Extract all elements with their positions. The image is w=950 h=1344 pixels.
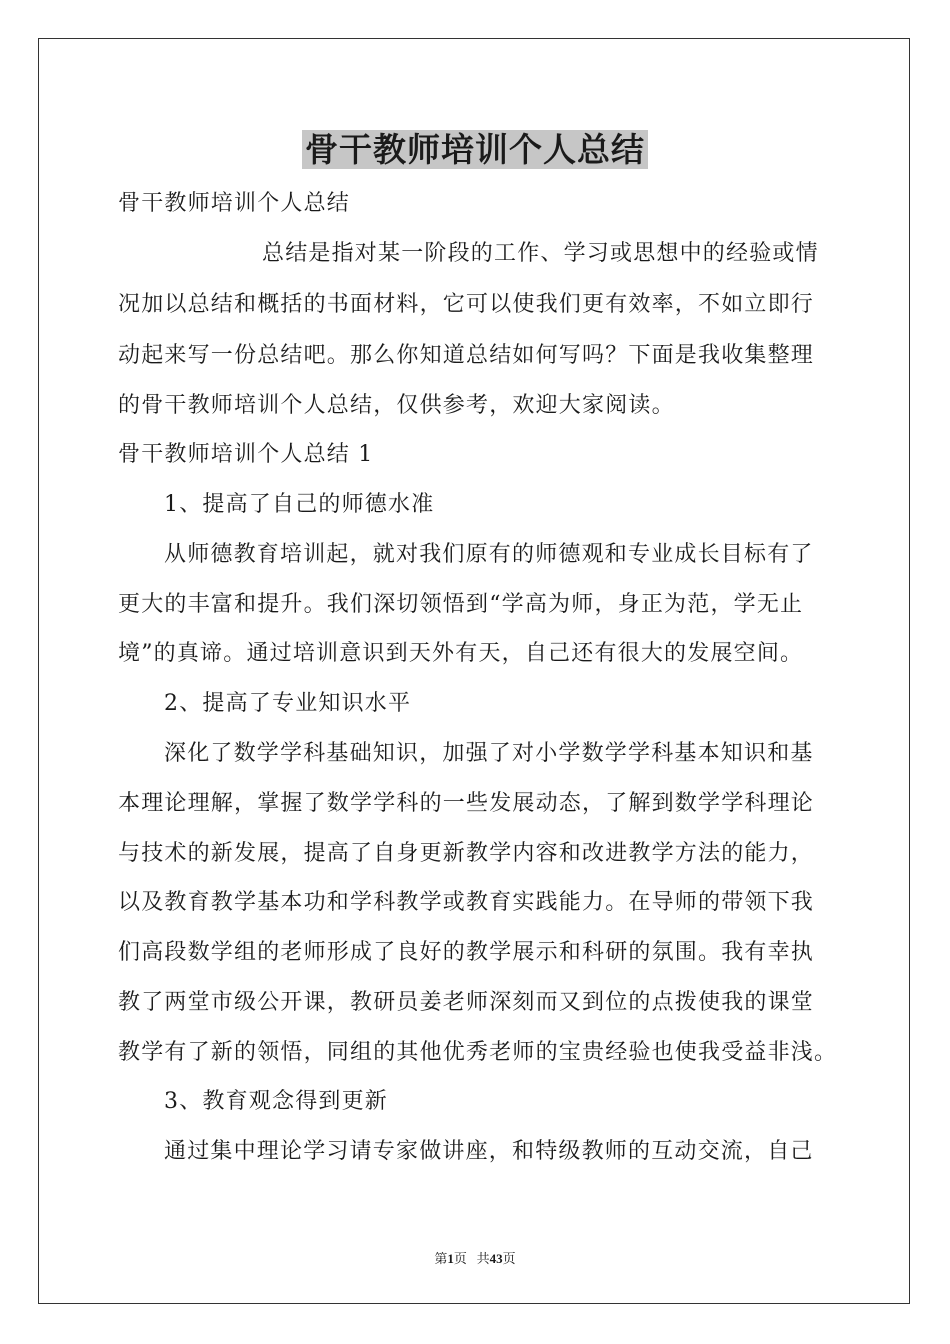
paragraph-line: 教了两堂市级公开课，教研员姜老师深刻而又到位的点拨使我的课堂: [118, 990, 815, 1015]
footer-suffix: 页: [502, 1251, 516, 1266]
subsection-heading: 3、教育观念得到更新: [164, 1089, 388, 1114]
paragraph-line: 的骨干教师培训个人总结，仅供参考，欢迎大家阅读。: [118, 393, 675, 418]
paragraph-line: 深化了数学学科基础知识，加强了对小学数学学科基本知识和基: [164, 741, 814, 766]
paragraph-line: 与技术的新发展，提高了自身更新教学内容和改进教学方法的能力，: [118, 841, 815, 866]
subtitle-line: 骨干教师培训个人总结: [118, 191, 351, 216]
paragraph-line: 以及教育教学基本功和学科教学或教育实践能力。在导师的带领下我: [118, 890, 815, 915]
paragraph-line: 本理论理解，掌握了数学学科的一些发展动态，了解到数学学科理论: [118, 791, 815, 816]
paragraph-line: 通过集中理论学习请专家做讲座，和特级教师的互动交流，自己: [164, 1139, 814, 1164]
document-title-wrap: [0, 124, 950, 171]
paragraph-line: 们高段数学组的老师形成了良好的教学展示和科研的氛围。我有幸执: [118, 940, 815, 965]
footer-prefix: 第: [434, 1251, 448, 1266]
total-page-count: 43: [489, 1251, 503, 1266]
current-page-number: 1: [447, 1251, 454, 1266]
paragraph-line: 动起来写一份总结吧。那么你知道总结如何写吗？下面是我收集整理: [118, 343, 815, 368]
paragraph-line: 况加以总结和概括的书面材料，它可以使我们更有效率，不如立即行: [118, 292, 815, 317]
section-heading: 骨干教师培训个人总结 1: [118, 442, 374, 467]
paragraph-line: 境”的真谛。通过培训意识到天外有天，自己还有很大的发展空间。: [118, 641, 804, 666]
paragraph-line: 总结是指对某一阶段的工作、学习或思想中的经验或情: [262, 241, 819, 266]
paragraph-line: 从师德教育培训起，就对我们原有的师德观和专业成长目标有了: [164, 542, 814, 567]
paragraph-line: 教学有了新的领悟，同组的其他优秀老师的宝贵经验也使我受益非浅。: [118, 1040, 838, 1065]
page-footer: [0, 1248, 950, 1267]
subsection-heading: 2、提高了专业知识水平: [164, 691, 412, 716]
document-title: 骨干教师培训个人总结: [302, 130, 648, 169]
subsection-heading: 1、提高了自己的师德水准: [164, 492, 435, 517]
footer-mid: 页 共: [453, 1251, 490, 1266]
paragraph-line: 更大的丰富和提升。我们深切领悟到“学高为师，身正为范，学无止: [118, 592, 804, 617]
